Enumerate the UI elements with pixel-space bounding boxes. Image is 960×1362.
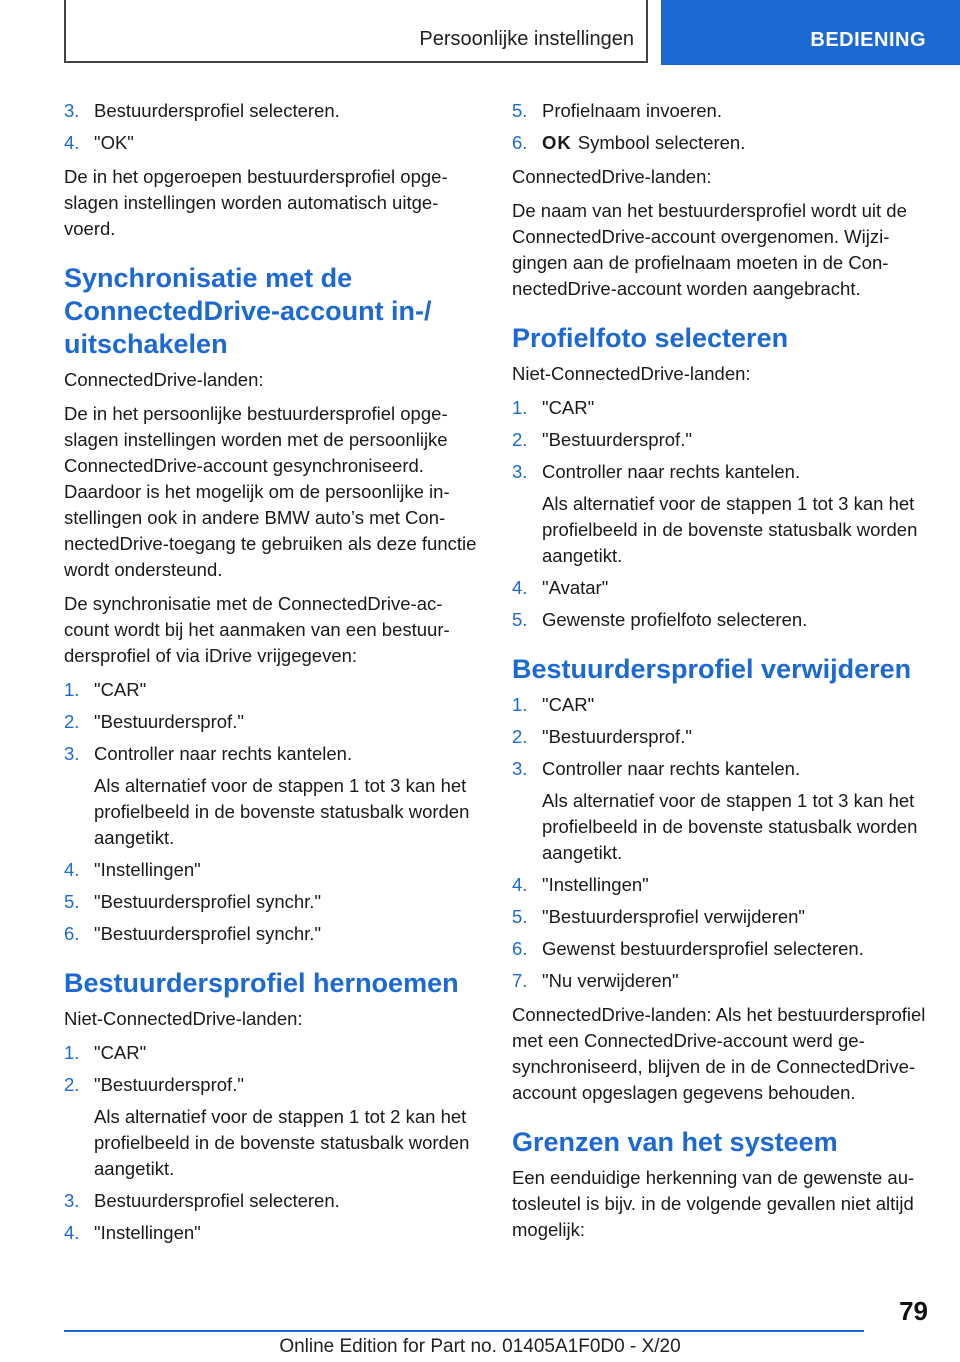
step-note: Als alternatief voor de stappen 1 tot 3 kan het profielbeeld in de bovenste statusbalk worden aangetikt. (94, 775, 470, 848)
step-number: 2. (64, 711, 80, 732)
list-item (512, 130, 928, 156)
intro-steps (64, 98, 480, 156)
rename-countries: Niet-ConnectedDrive-landen: (64, 1008, 303, 1029)
step-note: Als alternatief voor de stappen 1 tot 3 kan het profielbeeld in de bovenste statusbalk worden aangetikt. (542, 493, 918, 566)
page-header (0, 0, 960, 66)
step-text: "Bestuurdersprofiel synchr." (94, 891, 322, 912)
list-item (512, 575, 928, 601)
step-number: 2. (64, 1074, 80, 1095)
step-number: 3. (512, 461, 528, 482)
step-text: Controller naar rechts kantelen. (94, 743, 353, 764)
header-section-box (64, 0, 648, 63)
step-text: "Bestuurdersprofiel synchr." (94, 923, 322, 944)
list-item (512, 692, 928, 718)
photo-countries: Niet-ConnectedDrive-landen: (512, 363, 751, 384)
step-note: Als alternatief voor de stappen 1 tot 2 kan het profielbeeld in de bovenste statusbalk worden aangetikt. (94, 1106, 470, 1179)
step-text: "CAR" (94, 1042, 147, 1063)
list-item (64, 98, 480, 124)
list-item (512, 936, 928, 962)
step-number: 2. (512, 726, 528, 747)
step-text: "Bestuurdersprof." (542, 726, 692, 747)
section-title: Persoonlijke instellingen (419, 28, 634, 50)
list-item (512, 427, 928, 453)
rename-heading: Bestuurdersprofiel hernoemen (64, 968, 459, 998)
step-text: "OK" (94, 132, 134, 153)
edition-footer: Online Edition for Part no. 01405A1F0D0 - X/20 (279, 1336, 681, 1357)
photo-steps (512, 395, 928, 633)
step-number: 3. (512, 758, 528, 779)
chapter-title: BEDIENING (810, 29, 926, 51)
list-item (512, 724, 928, 750)
step-text: Profielnaam invoeren. (542, 100, 722, 121)
rename-steps-continued (512, 98, 928, 156)
step-text: Gewenst bestuurdersprofiel selecteren. (542, 938, 864, 959)
sync-enable-paragraph: De synchronisatie met de ConnectedDrive-account wordt bij het aanmaken van een bestuurdersprofiel of via iDrive vrijgegeven: (64, 593, 450, 666)
list-item (512, 904, 928, 930)
list-item (64, 741, 480, 851)
step-text: "Instellingen" (94, 1222, 201, 1243)
list-item (64, 1040, 480, 1066)
list-item (512, 395, 928, 421)
step-text: Bestuurdersprofiel selecteren. (94, 1190, 340, 1211)
step-number: 1. (64, 1042, 80, 1063)
limits-paragraph: Een eenduidige herkenning van de gewenste autosleutel is bijv. in de volgende gevallen niet altijd mogelijk: (512, 1167, 915, 1240)
step-number: 4. (512, 577, 528, 598)
step-number: 4. (64, 132, 80, 153)
list-item (512, 459, 928, 569)
step-text: "Instellingen" (94, 859, 201, 880)
step-text: Gewenste profielfoto selecteren. (542, 609, 808, 630)
intro-paragraph: De in het opgeroepen bestuurdersprofiel opgeslagen instellingen worden automatisch uitgevoerd. (64, 166, 448, 239)
step-text: Symbool selecteren. (577, 132, 746, 153)
connecteddrive-paragraph: De naam van het bestuurdersprofiel wordt uit de ConnectedDrive-account overgenomen. Wijzigingen aan de profielnaam moeten in de ConnectedDrive-account worden aangebracht. (512, 200, 907, 299)
step-number: 3. (64, 100, 80, 121)
step-number: 5. (64, 891, 80, 912)
sync-countries: ConnectedDrive-landen: (64, 369, 264, 390)
delete-paragraph: ConnectedDrive-landen: Als het bestuurdersprofiel met een ConnectedDrive-account werd gesynchroniseerd, blijven de in de ConnectedDrive-account opgeslagen gegevens behouden. (512, 1004, 926, 1103)
step-note: Als alternatief voor de stappen 1 tot 3 kan het profielbeeld in de bovenste statusbalk worden aangetikt. (542, 790, 918, 863)
step-text: "Bestuurdersprof." (94, 1074, 244, 1095)
list-item (512, 872, 928, 898)
list-item (512, 98, 928, 124)
list-item (512, 607, 928, 633)
step-number: 1. (512, 694, 528, 715)
step-number: 3. (64, 743, 80, 764)
step-number: 2. (512, 429, 528, 450)
list-item (64, 677, 480, 703)
footer-divider (64, 1330, 864, 1332)
photo-heading: Profielfoto selecteren (512, 323, 789, 353)
step-text: "Bestuurdersprof." (94, 711, 244, 732)
list-item (64, 1220, 480, 1246)
step-text: "Bestuurdersprof." (542, 429, 692, 450)
step-text: Bestuurdersprofiel selecteren. (94, 100, 340, 121)
step-number: 7. (512, 970, 528, 991)
step-number: 6. (512, 938, 528, 959)
step-number: 5. (512, 609, 528, 630)
list-item (512, 968, 928, 994)
list-item (64, 709, 480, 735)
step-number: 5. (512, 100, 528, 121)
list-item (64, 1072, 480, 1182)
ok-symbol-icon: OK (542, 132, 572, 153)
list-item (64, 1188, 480, 1214)
header-chapter-tab (661, 0, 960, 65)
step-text: "Instellingen" (542, 874, 649, 895)
list-item (512, 756, 928, 866)
step-text: "CAR" (542, 694, 595, 715)
list-item (64, 889, 480, 915)
list-item (64, 130, 480, 156)
step-number: 4. (512, 874, 528, 895)
step-number: 1. (512, 397, 528, 418)
list-item (64, 921, 480, 947)
step-number: 3. (64, 1190, 80, 1211)
step-text: "CAR" (542, 397, 595, 418)
step-text: "CAR" (94, 679, 147, 700)
right-column (512, 98, 928, 1251)
rename-steps (64, 1040, 480, 1246)
sync-steps (64, 677, 480, 947)
list-item (64, 857, 480, 883)
step-text: "Bestuurdersprofiel verwijderen" (542, 906, 806, 927)
limits-heading: Grenzen van het systeem (512, 1127, 838, 1157)
step-number: 4. (64, 859, 80, 880)
connecteddrive-countries: ConnectedDrive-landen: (512, 166, 712, 187)
page-number: 79 (899, 1296, 928, 1326)
step-text: Controller naar rechts kantelen. (542, 461, 801, 482)
step-number: 4. (64, 1222, 80, 1243)
step-number: 6. (64, 923, 80, 944)
step-text: "Avatar" (542, 577, 609, 598)
delete-steps (512, 692, 928, 994)
step-text: "Nu verwijderen" (542, 970, 679, 991)
sync-paragraph: De in het persoonlijke bestuurdersprofiel opgeslagen instellingen worden met de persoonlijke ConnectedDrive-account gesynchroniseerd. Daardoor is het mogelijk om de persoonlijke instellingen ook in andere BMW auto’s met ConnectedDrive-toegang te gebruiken als deze functie wordt ondersteund. (64, 403, 477, 580)
step-number: 5. (512, 906, 528, 927)
left-column (64, 98, 480, 1254)
delete-heading: Bestuurdersprofiel verwijderen (512, 654, 912, 684)
step-text: Controller naar rechts kantelen. (542, 758, 801, 779)
sync-heading: Synchronisatie met de ConnectedDrive-account in-/ uitschakelen (64, 263, 432, 359)
step-number: 1. (64, 679, 80, 700)
step-number: 6. (512, 132, 528, 153)
